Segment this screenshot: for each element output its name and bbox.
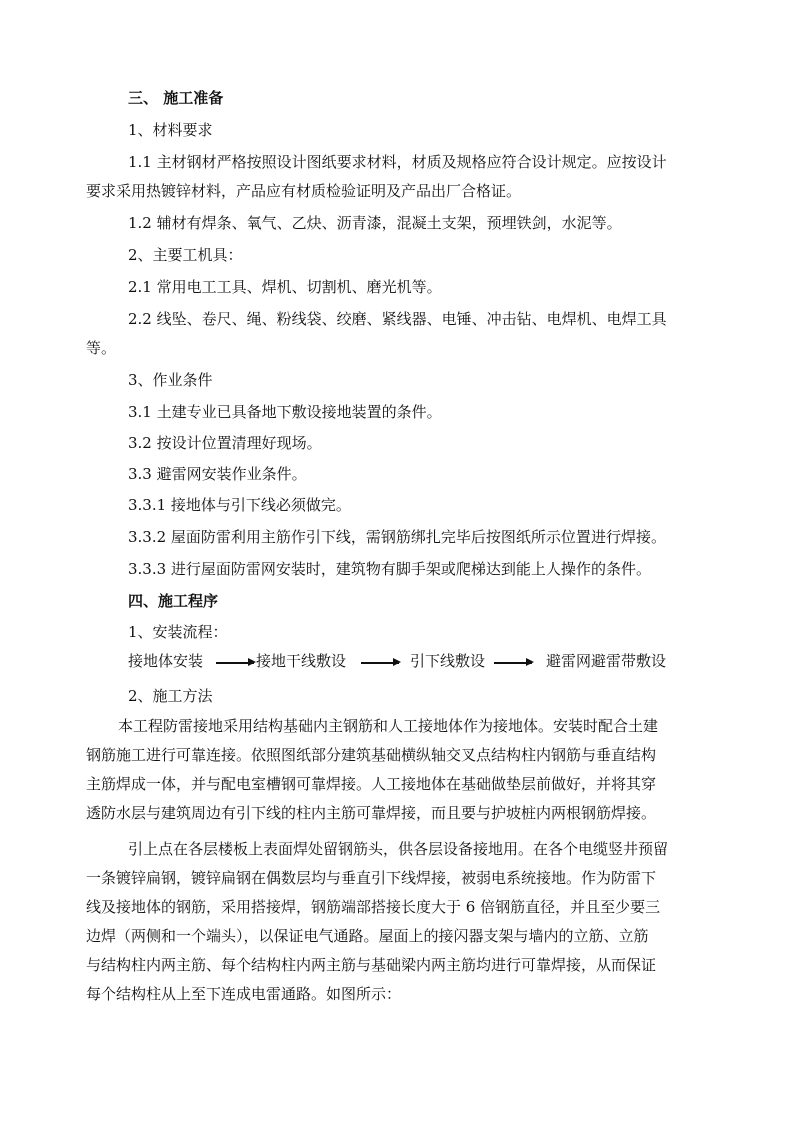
install-flow-diagram — [128, 651, 708, 673]
paragraph-line: 透防水层与建筑周边有引下线的柱内主筋可靠焊接，而且要与护坡桩内两根钢筋焊接。 — [86, 804, 657, 822]
arrow-right-icon — [361, 662, 399, 664]
text-line: 2.1 常用电工工具、焊机、切割机、磨光机等。 — [128, 278, 442, 296]
paragraph-line: 边焊（两侧和一个端头），以保证电气通路。屋面上的接闪器支架与墙内的立筋、立筋 — [86, 927, 649, 945]
flow-step: 避雷网避雷带敷设 — [546, 652, 667, 670]
paragraph-line: 引上点在各层楼板上表面焊处留钢筋头，供各层设备接地用。在各个电缆竖井预留 — [128, 840, 669, 858]
text-line: 3.1 土建专业已具备地下敷设接地装置的条件。 — [128, 403, 442, 421]
subheading-tools: 2、主要工机具： — [128, 246, 243, 264]
subheading-materials: 1、材料要求 — [128, 121, 213, 139]
text-line: 3.3.3 进行屋面防雷网安装时，建筑物有脚手架或爬梯达到能上人操作的条件。 — [128, 560, 651, 578]
paragraph-line: 与结构柱内两主筋、每个结构柱内两主筋与基础梁内两主筋均进行可靠焊接，从而保证 — [86, 956, 657, 974]
text-line: 要求采用热镀锌材料，产品应有材质检验证明及产品出厂合格证。 — [86, 182, 522, 200]
section-heading-procedure: 四、施工程序 — [128, 592, 219, 610]
subheading-install-flow: 1、安装流程： — [128, 623, 228, 641]
arrow-right-icon — [216, 662, 254, 664]
paragraph-line: 钢筋施工进行可靠连接。依照图纸部分建筑基础横纵轴交叉点结构柱内钢筋与垂直结构 — [86, 746, 657, 764]
paragraph-line: 本工程防雷接地采用结构基础内主钢筋和人工接地体作为接地体。安装时配合土建 — [118, 717, 659, 735]
flow-step: 引下线敷设 — [410, 652, 486, 670]
text-line: 等。 — [86, 339, 117, 357]
arrow-right-icon — [494, 662, 532, 664]
text-line: 3.2 按设计位置清理好现场。 — [128, 434, 322, 452]
subheading-method: 2、施工方法 — [128, 687, 213, 705]
paragraph-line: 主筋焊成一体，并与配电室槽钢可靠焊接。人工接地体在基础做垫层前做好，并将其穿 — [86, 775, 657, 793]
subheading-conditions: 3、作业条件 — [128, 371, 213, 389]
flow-step: 接地干线敷设 — [256, 652, 347, 670]
paragraph-line: 线及接地体的钢筋，采用搭接焊，钢筋端部搭接长度大于 6 倍钢筋直径，并且至少要三 — [86, 898, 661, 916]
paragraph-line: 每个结构柱从上至下连成电雷通路。如图所示： — [86, 985, 402, 1003]
text-line: 3.3.2 屋面防雷利用主筋作引下线，需钢筋绑扎完毕后按图纸所示位置进行焊接。 — [128, 528, 666, 546]
paragraph-line: 一条镀锌扁钢，镀锌扁钢在偶数层均与垂直引下线焊接，被弱电系统接地。作为防雷下 — [86, 869, 657, 887]
text-line: 1.1 主材钢材严格按照设计图纸要求材料，材质及规格应符合设计规定。应按设计 — [128, 153, 667, 171]
text-line: 1.2 辅材有焊条、氧气、乙炔、沥青漆，混凝土支架，预埋铁剑，水泥等。 — [128, 214, 622, 232]
flow-step: 接地体安装 — [128, 652, 204, 670]
text-line: 3.3 避雷网安装作业条件。 — [128, 465, 307, 483]
text-line: 2.2 线坠、卷尺、绳、粉线袋、绞磨、紧线器、电锤、冲击钻、电焊机、电焊工具 — [128, 310, 667, 328]
section-heading-preparation: 三、 施工准备 — [128, 89, 224, 107]
text-line: 3.3.1 接地体与引下线必须做完。 — [128, 496, 351, 514]
